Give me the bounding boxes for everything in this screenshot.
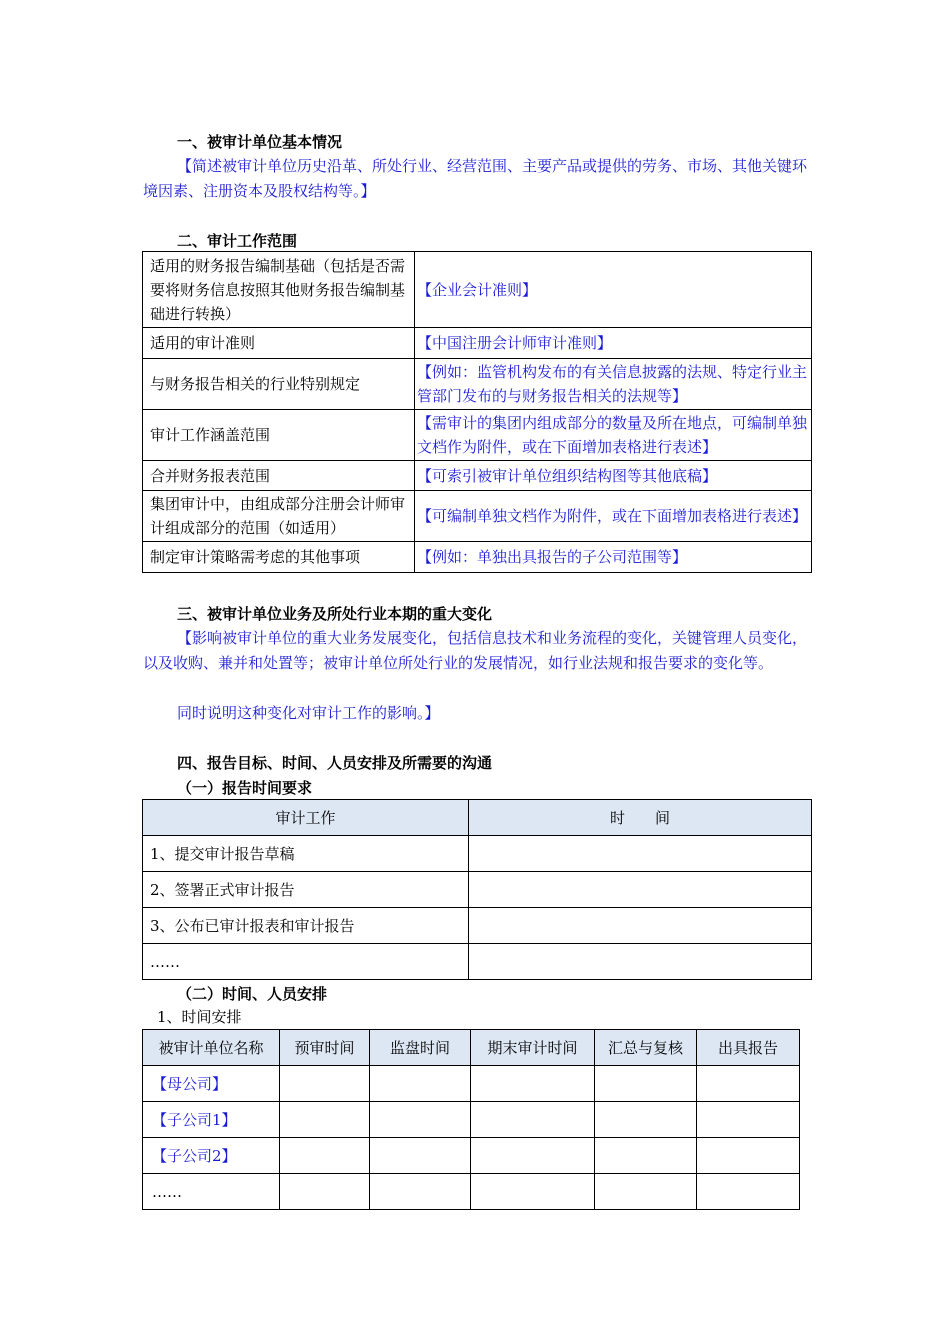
column-header: 时 间 [469,800,812,836]
entity-name: 【子公司2】 [143,1138,280,1174]
schedule-cell[interactable] [280,1066,370,1102]
section1-heading: 一、被审计单位基本情况 [177,133,343,151]
section2-heading: 二、审计工作范围 [177,232,298,250]
schedule-cell[interactable] [471,1102,595,1138]
report-time-cell[interactable] [469,944,812,980]
entity-name: 【子公司1】 [143,1102,280,1138]
schedule-cell[interactable] [595,1102,697,1138]
scope-label: 审计工作涵盖范围 [143,410,415,461]
report-task: 1、提交审计报告草稿 [143,836,469,872]
schedule-cell[interactable] [595,1138,697,1174]
schedule-cell[interactable] [471,1138,595,1174]
table-row [143,410,812,461]
scope-label: 与财务报告相关的行业特别规定 [143,359,415,410]
table-row [143,836,812,872]
schedule-cell[interactable] [697,1138,800,1174]
schedule-cell[interactable] [280,1174,370,1210]
table-row [143,491,812,542]
table-row [143,1102,800,1138]
schedule-cell[interactable] [370,1174,471,1210]
schedule-cell[interactable] [280,1138,370,1174]
schedule-cell[interactable] [471,1174,595,1210]
table-row [143,542,812,573]
schedule-cell[interactable] [697,1102,800,1138]
table-row [143,328,812,359]
schedule-cell[interactable] [280,1102,370,1138]
scope-label: 适用的财务报告编制基础（包括是否需要将财务信息按照其他财务报告编制基础进行转换） [143,252,415,328]
column-header: 汇总与复核 [595,1030,697,1066]
table-header-row [143,1030,800,1066]
scope-value: 【可编制单独文档作为附件，或在下面增加表格进行表述】 [415,491,812,542]
report-task: 2、签署正式审计报告 [143,872,469,908]
time-arrangement-label: 1、时间安排 [157,1008,242,1026]
column-header: 监盘时间 [370,1030,471,1066]
scope-label: 集团审计中，由组成部分注册会计师审计组成部分的范围（如适用） [143,491,415,542]
table-row [143,252,812,328]
column-header: 期末审计时间 [471,1030,595,1066]
table-row [143,1066,800,1102]
table-row [143,944,812,980]
report-task: …… [143,944,469,980]
schedule-table [142,1029,800,1210]
table-row [143,1138,800,1174]
schedule-cell[interactable] [595,1066,697,1102]
table-row [143,1174,800,1210]
section1-body: 【简述被审计单位历史沿革、所处行业、经营范围、主要产品或提供的劳务、市场、其他关键环境因素、注册资本及股权结构等。】 [143,157,808,200]
report-time-cell[interactable] [469,836,812,872]
schedule-subheading: （二）时间、人员安排 [177,985,328,1003]
table-row [143,908,812,944]
scope-label: 合并财务报表范围 [143,461,415,491]
schedule-cell[interactable] [370,1066,471,1102]
report-time-cell[interactable] [469,908,812,944]
column-header: 出具报告 [697,1030,800,1066]
scope-value: 【中国注册会计师审计准则】 [415,328,812,359]
report-time-cell[interactable] [469,872,812,908]
report-time-subheading: （一）报告时间要求 [177,779,313,797]
schedule-cell[interactable] [370,1138,471,1174]
scope-value: 【例如：监管机构发布的有关信息披露的法规、特定行业主管部门发布的与财务报告相关的法规等】 [415,359,812,410]
schedule-cell[interactable] [697,1066,800,1102]
column-header: 预审时间 [280,1030,370,1066]
column-header: 被审计单位名称 [143,1030,280,1066]
scope-value: 【可索引被审计单位组织结构图等其他底稿】 [415,461,812,491]
scope-label: 制定审计策略需考虑的其他事项 [143,542,415,573]
scope-value: 【需审计的集团内组成部分的数量及所在地点，可编制单独文档作为附件，或在下面增加表格进行表述】 [415,410,812,461]
schedule-cell[interactable] [697,1174,800,1210]
report-task: 3、公布已审计报表和审计报告 [143,908,469,944]
table-row [143,461,812,491]
table-row [143,872,812,908]
table-row [143,359,812,410]
section3-heading: 三、被审计单位业务及所处行业本期的重大变化 [177,605,493,623]
scope-value: 【例如：单独出具报告的子公司范围等】 [415,542,812,573]
schedule-cell[interactable] [471,1066,595,1102]
audit-scope-table [142,251,812,573]
schedule-cell[interactable] [595,1174,697,1210]
scope-value: 【企业会计准则】 [415,252,812,328]
column-header: 审计工作 [143,800,469,836]
scope-label: 适用的审计准则 [143,328,415,359]
entity-name: …… [143,1174,280,1210]
table-header-row [143,800,812,836]
section4-heading: 四、报告目标、时间、人员安排及所需要的沟通 [177,754,493,772]
section3-body: 【影响被审计单位的重大业务发展变化，包括信息技术和业务流程的变化，关键管理人员变化，以及收购、兼并和处置等；被审计单位所处行业的发展情况，如行业法规和报告要求的变化等。 [143,629,808,672]
entity-name: 【母公司】 [143,1066,280,1102]
section3-body-note: 同时说明这种变化对审计工作的影响。】 [177,704,440,722]
schedule-cell[interactable] [370,1102,471,1138]
report-time-table [142,799,812,980]
